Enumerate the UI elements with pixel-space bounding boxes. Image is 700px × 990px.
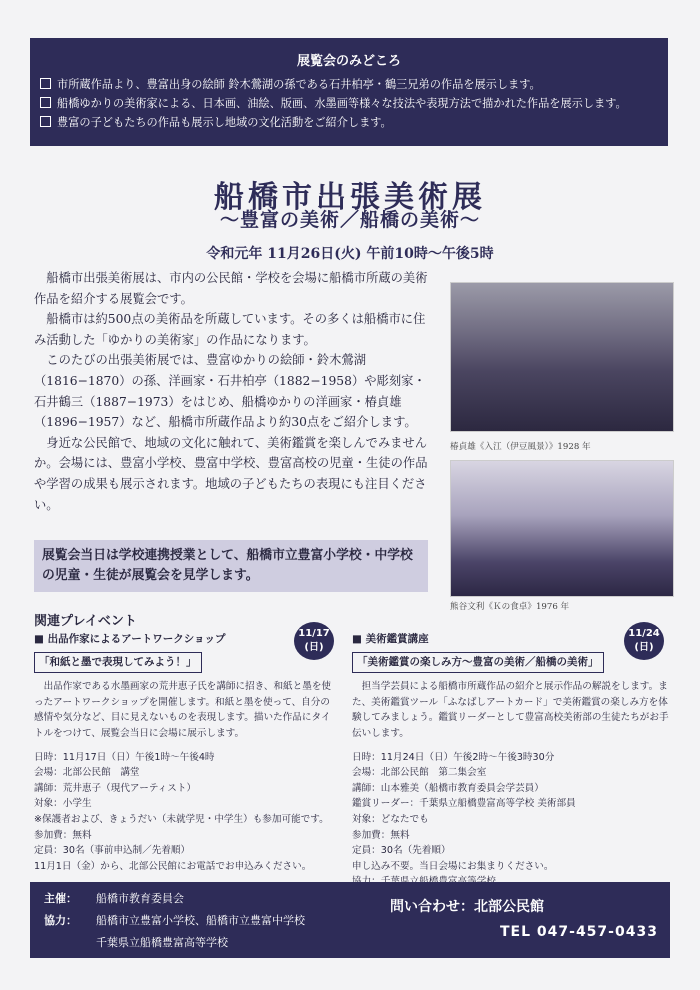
intro-paragraph: 船橋市は約500点の美術品を所蔵しています。その多くは船橋市に住み活動した「ゆかりの美術家」の作品になります。 bbox=[34, 312, 426, 347]
host-row: 主催： 船橋市教育委員会 bbox=[44, 892, 184, 905]
coop-row: 千葉県立船橋豊富高等学校 bbox=[96, 936, 228, 949]
event-info: 日時：11月24日（日）午後2時〜午後3時30分 会場：北部公民館 第二集会室 講師：山本雅美（船橋市教育委員会学芸員） 鑑賞リーダー：千葉県立船橋豊富高等学校 美術部員 対象：どなたでも 参加費：無料 定員：30名（先着順） 申し込み不要。当日会場にお集まりください。 bbox=[352, 751, 576, 872]
contact-title: 問い合わせ：北部公民館 bbox=[390, 899, 544, 915]
related-events-heading: 関連プレイベント bbox=[34, 614, 137, 629]
school-callout: 展覧会当日は学校連携授業として、船橋市立豊富小学校・中学校の児童・生徒が展覧会を見学します。 bbox=[34, 540, 428, 592]
list-item: 豊富の子どもたちの作品も展示し地域の文化活動をご紹介します。 bbox=[40, 113, 668, 132]
intro-paragraph: 身近な公民館で、地域の文化に触れて、美術鑑賞を楽しんでみませんか。会場には、豊富小学校、豊富中学校、豊富高校の児童・生徒の作品や学習の成果も展示されます。地域の子どもたちの表現にも注目ください。 bbox=[34, 435, 428, 512]
intro-paragraph: このたびの出張美術展では、豊富ゆかりの絵師・鈴木鶯湖（1816−1870）の孫、洋画家・石井柏亭（1882−1958）や彫刻家・石井鶴三（1887−1973）をはじめ、船橋ゆかりの洋画家・椿貞雄（1896−1957）など、船橋市所蔵作品より約30点をご紹介します。 bbox=[34, 353, 426, 430]
checkbox-icon bbox=[40, 97, 51, 108]
event-date: 令和元年 11月26日(火) 午前10時〜午後5時 bbox=[206, 246, 494, 262]
date-badge: 11/24 (日) bbox=[624, 622, 664, 660]
date-badge: 11/17 (日) bbox=[294, 622, 334, 660]
intro-paragraph: 船橋市出張美術展は、市内の公民館・学校を会場に船橋市所蔵の美術作品を紹介する展覧会です。 bbox=[34, 271, 428, 306]
highlights-list bbox=[40, 75, 668, 132]
event-heading: ■ 美術鑑賞講座 bbox=[352, 633, 429, 645]
event-subtitle: 「和紙と墨で表現してみよう！」 bbox=[34, 652, 202, 674]
event-subtitle: 「美術鑑賞の楽しみ方〜豊富の美術／船橋の美術」 bbox=[352, 652, 604, 674]
page-subtitle: 〜豊富の美術／船橋の美術〜 bbox=[219, 209, 480, 231]
workshop-event bbox=[34, 632, 334, 874]
event-description: 担当学芸員による船橋市所蔵作品の紹介と展示作品の解説をします。また、美術鑑賞ツール「ふなばしアートカード」で美術鑑賞の楽しみ方を体験してみましょう。鑑賞リーダーとして豊富高校美術部の生徒たちがお手伝いします。 bbox=[352, 681, 669, 739]
page-title: 船橋市出張美術展 bbox=[214, 180, 486, 215]
event-heading: ■ 出品作家によるアートワークショップ bbox=[34, 633, 226, 645]
list-item: 船橋ゆかりの美術家による、日本画、油絵、版画、水墨画等様々な技法や表現方法で描かれた作品を展示します。 bbox=[40, 94, 668, 113]
painting-image-landscape bbox=[450, 282, 674, 432]
coop-row: 協力： 船橋市立豊富小学校、船橋市立豊富中学校 bbox=[44, 914, 305, 927]
painting-caption: 椿貞雄《入江（伊豆風景）》1928 年 bbox=[450, 442, 591, 452]
checkbox-icon bbox=[40, 116, 51, 127]
event-info: 日時：11月17日（日）午後1時〜午後4時 会場：北部公民館 講堂 講師：荒井恵子（現代アーティスト） 対象：小学生 ※保護者および、きょうだい（未就学児・中学生）も参加可能です。 参加費：無料 定員：30名（事前申込制／先着順） 11月1日（金）から、北部公民館にお電話でお申込みください。 bbox=[34, 751, 329, 872]
event-description: 出品作家である水墨画家の荒井恵子氏を講師に招き、和紙と墨を使ったアートワークショップを開催します。和紙と墨を使って、自分の感情や気分など、目に見えないものを表現します。描いた作品にタイトルをつけて、展覧会当日に会場に展示します。 bbox=[34, 681, 332, 739]
highlights-title: 展覧会のみどころ bbox=[296, 54, 401, 69]
list-item: 市所蔵作品より、豊富出身の絵師 鈴木鶯湖の孫である石井柏亭・鶴三兄弟の作品を展示します。 bbox=[40, 75, 668, 94]
footer-box bbox=[30, 882, 670, 958]
lecture-event bbox=[352, 632, 672, 890]
checkbox-icon bbox=[40, 78, 51, 89]
painting-caption: 熊谷文利《Ｋの食卓》1976 年 bbox=[450, 602, 570, 612]
contact-phone: TEL 047-457-0433 bbox=[500, 924, 658, 940]
intro-text bbox=[34, 268, 430, 515]
highlights-box bbox=[30, 38, 668, 146]
painting-image-table bbox=[450, 460, 674, 597]
